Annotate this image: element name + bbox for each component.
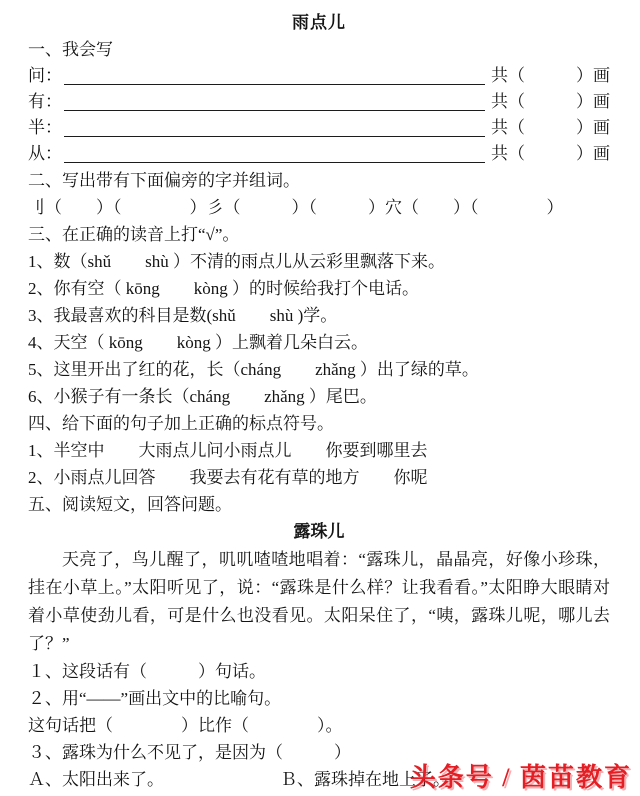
- pinyin-item: 2、你有空（ kōng kòng ）的时候给我打个电话。: [28, 279, 419, 298]
- writing-blank-line: [64, 91, 485, 111]
- pinyin-item: 6、小猴子有一条长（cháng zhǎng ）尾巴。: [28, 387, 377, 406]
- section-radical-heading: 二、写出带有下面偏旁的字并组词。: [28, 171, 300, 190]
- option-b: Ｂ、露珠掉在地上了。: [280, 770, 450, 789]
- section-punct-heading: 四、给下面的句子加上正确的标点符号。: [28, 414, 334, 433]
- punct-item: 2、小雨点儿回答 我要去有花有草的地方 你呢: [28, 468, 428, 487]
- write-char: 问：: [28, 66, 62, 85]
- write-row-wen: [28, 63, 610, 89]
- option-a: Ａ、太阳出来了。: [28, 770, 164, 789]
- section-pinyin-heading: 三、在正确的读音上打“√”。: [28, 225, 240, 244]
- writing-blank-line: [64, 65, 485, 85]
- reading-passage-title: 露珠儿: [293, 522, 345, 541]
- stroke-count-label: 共（ ）画: [491, 66, 610, 85]
- page-title: 雨点儿: [292, 13, 346, 32]
- stroke-count-label: 共（ ）画: [491, 92, 610, 111]
- write-row-you: [28, 89, 610, 115]
- punct-item: 1、半空中 大雨点儿问小雨点儿 你要到哪里去: [28, 441, 428, 460]
- write-char: 从：: [28, 144, 62, 163]
- reading-question: １、这段话有（ ）句话。: [28, 662, 266, 681]
- radical-fill-line: 刂（ ）（ ）彡（ ）（ ）穴（ ）（ ）: [28, 198, 564, 217]
- writing-blank-line: [64, 117, 485, 137]
- pinyin-item: 5、这里开出了红的花，长（cháng zhǎng ）出了绿的草。: [28, 360, 479, 379]
- reading-question: 这句话把（ ）比作（ ）。: [28, 716, 343, 735]
- stroke-count-label: 共（ ）画: [491, 144, 610, 163]
- reading-question: ３、露珠为什么不见了，是因为（ ）: [28, 743, 351, 762]
- writing-blank-line: [64, 143, 485, 163]
- reading-question: ２、用“——”画出文中的比喻句。: [28, 689, 282, 708]
- pinyin-item: 4、天空（ kōng kòng ）上飘着几朵白云。: [28, 333, 368, 352]
- section-write-heading: 一、我会写: [28, 40, 113, 59]
- write-row-ban: [28, 115, 610, 141]
- write-char: 半：: [28, 118, 62, 137]
- write-row-cong: [28, 141, 610, 167]
- pinyin-item: 3、我最喜欢的科目是数(shǔ shù )学。: [28, 306, 338, 325]
- write-char: 有：: [28, 92, 62, 111]
- pinyin-item: 1、数（shǔ shù ）不清的雨点儿从云彩里飘落下来。: [28, 252, 445, 271]
- stroke-count-label: 共（ ）画: [491, 118, 610, 137]
- publisher-watermark: 头条号 / 茵苗教育: [409, 763, 632, 792]
- reading-passage-text: 天亮了，鸟儿醒了，叽叽喳喳地唱着：“露珠儿，晶晶亮，好像小珍珠，挂在小草上。”太阳听见了，说：“露珠是什么样？让我看看。”太阳睁大眼睛对着小草使劲儿看，可是什么也没看见。太阳呆住了，“咦，露珠儿呢，哪儿去了？”: [28, 550, 610, 653]
- section-reading-heading: 五、阅读短文，回答问题。: [28, 495, 232, 514]
